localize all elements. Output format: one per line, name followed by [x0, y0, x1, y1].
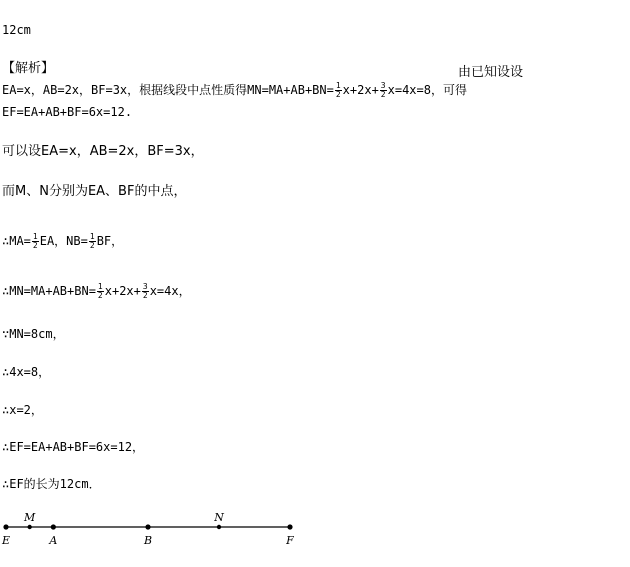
step-mn: ∴MN=MA+AB+BN= $\frac{1}{2}$ x+2x+ $\frac{3}{2}$ x=4x，: [2, 282, 191, 300]
point-label-f: F: [286, 534, 294, 547]
step-midpoints: 而M、N分别为EA、BF的中点，: [2, 184, 187, 199]
summary-part-c: x=4x=8，可得: [387, 83, 467, 97]
segment-diagram: [0, 505, 630, 565]
fraction-half: $\frac{1}{2}$: [335, 81, 341, 99]
point-label-a: A: [49, 534, 58, 547]
step-assume: 可以设EA=x，AB=2x，BF=3x，: [2, 144, 204, 159]
summary-part-a: EA=x，AB=2x，BF=3x，根据线段中点性质得MN=MA+AB+BN=: [2, 83, 334, 97]
point-m: [27, 525, 31, 529]
point-e: [3, 524, 8, 529]
step-ma-nb: ∴MA= $\frac{1}{2}$ EA，NB= $\frac{1}{2}$ BF，: [2, 232, 124, 250]
step-4x: ∴4x=8，: [2, 365, 51, 379]
step-x: ∴x=2，: [2, 403, 43, 417]
fraction-half: $\frac{1}{2}$: [89, 232, 95, 250]
point-label-m: M: [24, 511, 36, 524]
point-n: [217, 525, 221, 529]
point-b: [145, 524, 150, 529]
fraction-half: $\frac{1}{2}$: [32, 232, 38, 250]
step-ef: ∴EF=EA+AB+BF=6x=12，: [2, 440, 145, 454]
summary-part-b: x+2x+: [342, 83, 379, 97]
step-mn-value: ∵MN=8cm，: [2, 327, 65, 341]
point-label-b: B: [143, 534, 153, 547]
given-note: 由已知设设: [458, 65, 524, 80]
point-a: [51, 524, 56, 529]
step-conclusion: ∴EF的长为12cm．: [2, 477, 101, 491]
point-label-n: N: [214, 511, 224, 524]
point-label-e: E: [1, 534, 11, 547]
fraction-half: $\frac{1}{2}$: [97, 282, 103, 300]
summary-line-2: EF=EA+AB+BF=6x=12.: [2, 105, 133, 119]
summary-line-1: [2, 82, 467, 99]
point-f: [287, 524, 292, 529]
analysis-heading: 【解析】: [2, 61, 55, 76]
answer-text: 12cm: [2, 23, 31, 37]
fraction-three-half: $\frac{3}{2}$: [380, 81, 386, 99]
fraction-three-half: $\frac{3}{2}$: [142, 282, 148, 300]
